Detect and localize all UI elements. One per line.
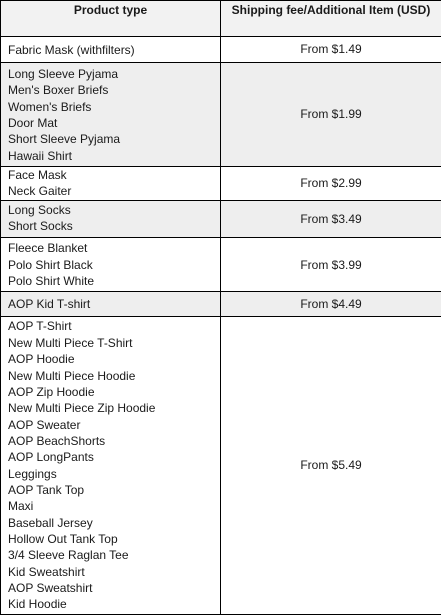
product-name: Fabric Mask (withfilters): [8, 41, 220, 59]
product-name: Men's Boxer Briefs: [8, 82, 220, 98]
shipping-fee-value: From $4.49: [221, 292, 441, 317]
product-name: Door Mat: [8, 115, 220, 131]
shipping-fee-value: From $3.49: [221, 200, 441, 238]
product-name: Hawaii Shirt: [8, 148, 220, 164]
product-name: Polo Shirt White: [8, 273, 220, 289]
product-list: [1, 167, 221, 201]
product-list: [1, 238, 221, 292]
product-list: [1, 63, 221, 167]
table-row: [1, 238, 441, 292]
product-name: AOP LongPants: [8, 449, 220, 465]
product-name: Kid Hoodie: [8, 596, 220, 612]
product-name: Face Mask: [8, 167, 220, 183]
product-name: New Multi Piece Zip Hoodie: [8, 400, 220, 416]
table-row: [1, 37, 441, 63]
product-name: New Multi Piece Hoodie: [8, 368, 220, 384]
shipping-fee-value: From $2.99: [221, 167, 441, 201]
product-name: Polo Shirt Black: [8, 257, 220, 273]
table-row: [1, 63, 441, 167]
product-name: AOP Zip Hoodie: [8, 384, 220, 400]
table-header-row: [1, 1, 441, 37]
product-name: AOP Hoodie: [8, 351, 220, 367]
table-row: [1, 317, 441, 614]
product-name: Leggings: [8, 466, 220, 482]
table-row: [1, 292, 441, 317]
product-name: Short Socks: [8, 218, 220, 234]
product-name: Long Sleeve Pyjama: [8, 66, 220, 82]
table-row: [1, 167, 441, 201]
product-name: Hollow Out Tank Top: [8, 531, 220, 547]
product-name: Long Socks: [8, 202, 220, 218]
shipping-fee-value: From $1.99: [221, 63, 441, 167]
product-name: Women's Briefs: [8, 99, 220, 115]
product-list: [1, 37, 221, 63]
product-name: Maxi: [8, 498, 220, 514]
product-name: AOP Kid T-shirt: [8, 296, 220, 312]
product-list: [1, 317, 221, 614]
product-name: AOP T-Shirt: [8, 318, 220, 334]
product-name: Short Sleeve Pyjama: [8, 131, 220, 147]
product-name: Neck Gaiter: [8, 183, 220, 199]
product-name: AOP Sweatshirt: [8, 580, 220, 596]
product-name: 3/4 Sleeve Raglan Tee: [8, 547, 220, 563]
shipping-fee-value: From $3.99: [221, 238, 441, 292]
product-name: AOP Tank Top: [8, 482, 220, 498]
column-header-product-type: Product type: [1, 1, 221, 37]
column-header-shipping-fee: Shipping fee/Additional Item (USD): [221, 1, 441, 37]
product-name: AOP Sweater: [8, 417, 220, 433]
product-list: [1, 292, 221, 317]
shipping-fee-value: From $1.49: [221, 37, 441, 63]
product-name: Kid Sweatshirt: [8, 564, 220, 580]
shipping-fee-value: From $5.49: [221, 317, 441, 614]
product-name: Baseball Jersey: [8, 515, 220, 531]
product-list: [1, 200, 221, 238]
product-name: AOP BeachShorts: [8, 433, 220, 449]
product-name: New Multi Piece T-Shirt: [8, 335, 220, 351]
product-name: Fleece Blanket: [8, 240, 220, 256]
table-row: [1, 200, 441, 238]
